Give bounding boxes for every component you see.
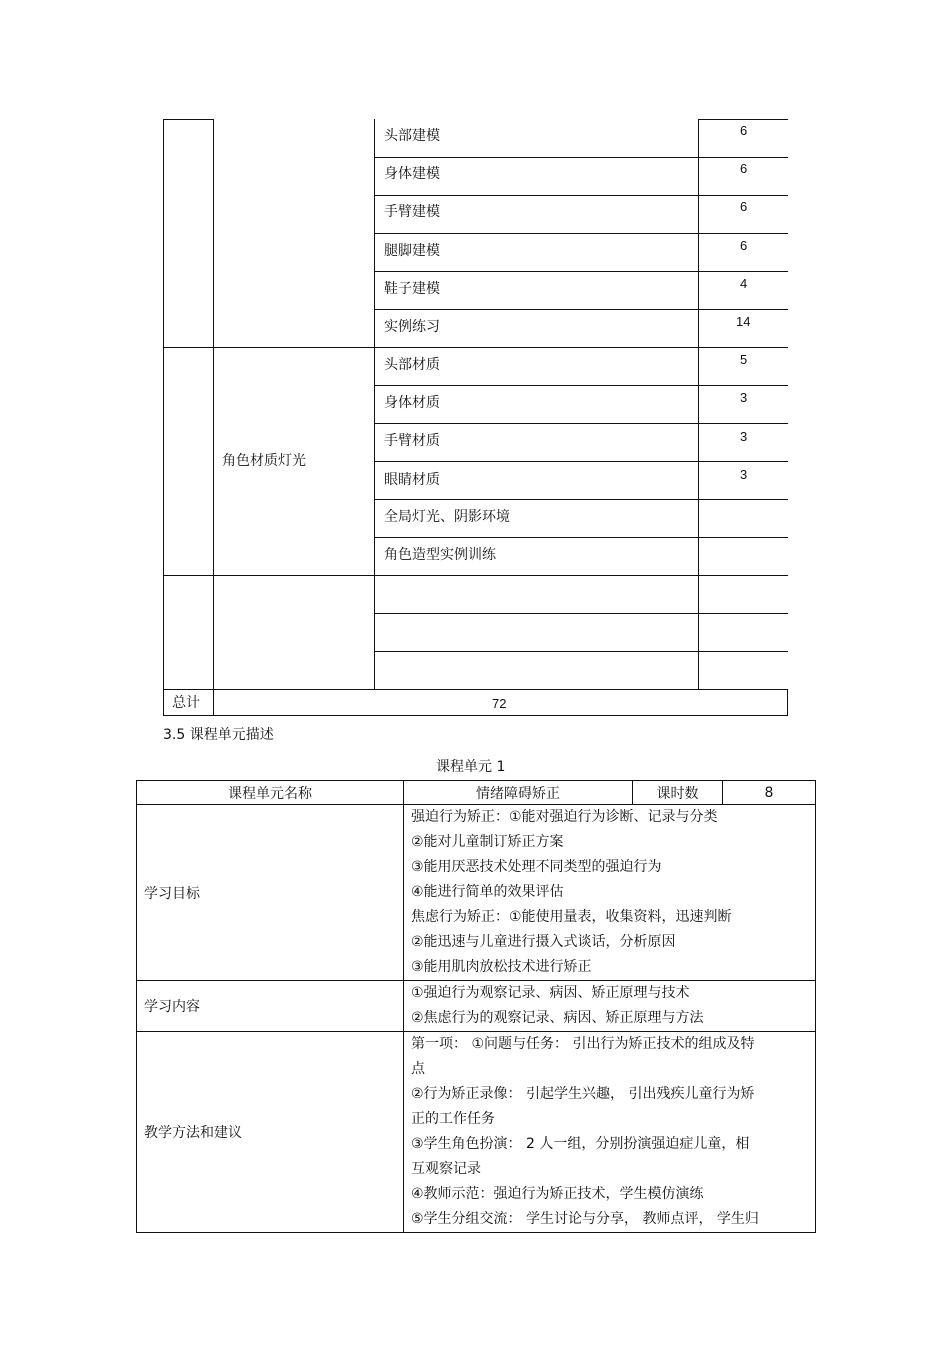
table-border (374, 385, 788, 386)
table-cell-item: 头部建模 (384, 128, 440, 144)
table-border (698, 119, 788, 120)
content-cell (404, 981, 816, 1032)
methods-cell (404, 1032, 816, 1233)
table-cell-item: 手臂建模 (384, 204, 440, 220)
table-border (374, 499, 788, 500)
table-border (374, 119, 375, 690)
method-line: 第一项： ①问题与任务： 引出行为矫正技术的组成及特 (411, 1036, 755, 1052)
table-cell-item: 身体材质 (384, 395, 440, 411)
table-border (787, 690, 788, 716)
unit-name-label: 课程单元名称 (137, 781, 404, 805)
method-line: ②行为矫正录像： 引起学生兴趣， 引出残疾儿童行为矫 (411, 1086, 755, 1102)
goal-line: 焦虑行为矫正：①能使用量表，收集资料，迅速判断 (411, 909, 732, 925)
table-cell-hours: 3 (740, 390, 748, 405)
table-cell-item: 角色造型实例训练 (384, 547, 496, 563)
table-border (213, 119, 214, 716)
table-cell-item: 头部材质 (384, 357, 440, 373)
content-line: ②焦虑行为的观察记录、病因、矫正原理与方法 (411, 1010, 704, 1026)
table-row (137, 1032, 816, 1233)
table-border (374, 271, 788, 272)
table-cell-hours: 6 (740, 199, 748, 214)
table-border (163, 715, 788, 716)
table-border (374, 461, 788, 462)
content-label: 学习内容 (137, 981, 404, 1032)
table-cell-item: 手臂材质 (384, 433, 440, 449)
table-border (163, 575, 788, 576)
section-heading: 3.5 课程单元描述 (163, 727, 274, 743)
total-value: 72 (492, 696, 507, 711)
table-row (137, 981, 816, 1032)
table-border (374, 309, 788, 310)
content-line: ①强迫行为观察记录、病因、矫正原理与技术 (411, 985, 690, 1001)
table-border (374, 195, 788, 196)
method-line: 点 (411, 1061, 425, 1077)
table-border (374, 537, 788, 538)
goal-line: ③能用厌恶技术处理不同类型的强迫行为 (411, 859, 662, 875)
goal-line: ②能对儿童制订矫正方案 (411, 834, 564, 850)
table-cell-hours: 3 (740, 467, 748, 482)
methods-label: 教学方法和建议 (137, 1032, 404, 1233)
table-row (137, 781, 816, 805)
unit-title: 课程单元 1 (436, 759, 506, 775)
method-line: 互观察记录 (411, 1161, 481, 1177)
table-border (374, 651, 788, 652)
table-cell-hours: 6 (740, 123, 748, 138)
table-cell-hours: 6 (740, 238, 748, 253)
table-border (163, 347, 788, 348)
table-group-label: 角色材质灯光 (222, 453, 306, 469)
table-cell-item: 鞋子建模 (384, 281, 440, 297)
method-line: ④教师示范：强迫行为矫正技术，学生模仿演练 (411, 1186, 704, 1202)
unit-hours-value: 8 (723, 781, 816, 805)
table-cell-hours: 14 (736, 314, 751, 329)
unit-hours-label: 课时数 (633, 781, 723, 805)
method-line: ③学生角色扮演： 2 人一组，分别扮演强迫症儿童，相 (411, 1136, 750, 1152)
total-label: 总计 (172, 695, 200, 711)
goals-label: 学习目标 (137, 805, 404, 981)
table-cell-item: 腿脚建模 (384, 243, 440, 259)
goal-line: ④能进行简单的效果评估 (411, 884, 564, 900)
table-border (698, 119, 699, 690)
table-border (374, 613, 788, 614)
method-line: ⑤学生分组交流： 学生讨论与分享， 教师点评， 学生归 (411, 1211, 759, 1227)
table-border (374, 157, 788, 158)
goal-line: ③能用肌肉放松技术进行矫正 (411, 959, 592, 975)
table-border (374, 423, 788, 424)
table-cell-hours: 4 (740, 276, 748, 291)
table-cell-item: 眼睛材质 (384, 472, 440, 488)
method-line: 正的工作任务 (411, 1111, 495, 1127)
table-cell-item: 全局灯光、阴影环境 (384, 509, 510, 525)
table-cell-hours: 5 (740, 352, 748, 367)
table-cell-hours: 3 (740, 429, 748, 444)
unit-name-value: 情绪障碍矫正 (404, 781, 633, 805)
table-row (137, 805, 816, 981)
table-cell-item: 实例练习 (384, 319, 440, 335)
table-cell-item: 身体建模 (384, 166, 440, 182)
table-cell-hours: 6 (740, 161, 748, 176)
goals-cell (404, 805, 816, 981)
goal-line: ②能迅速与儿童进行摄入式谈话，分析原因 (411, 934, 676, 950)
table-border (163, 119, 164, 716)
table-border (163, 689, 788, 690)
table-border (163, 119, 214, 120)
table-border (374, 233, 788, 234)
unit-table (136, 780, 816, 1233)
goal-line: 强迫行为矫正：①能对强迫行为诊断、记录与分类 (411, 809, 718, 825)
